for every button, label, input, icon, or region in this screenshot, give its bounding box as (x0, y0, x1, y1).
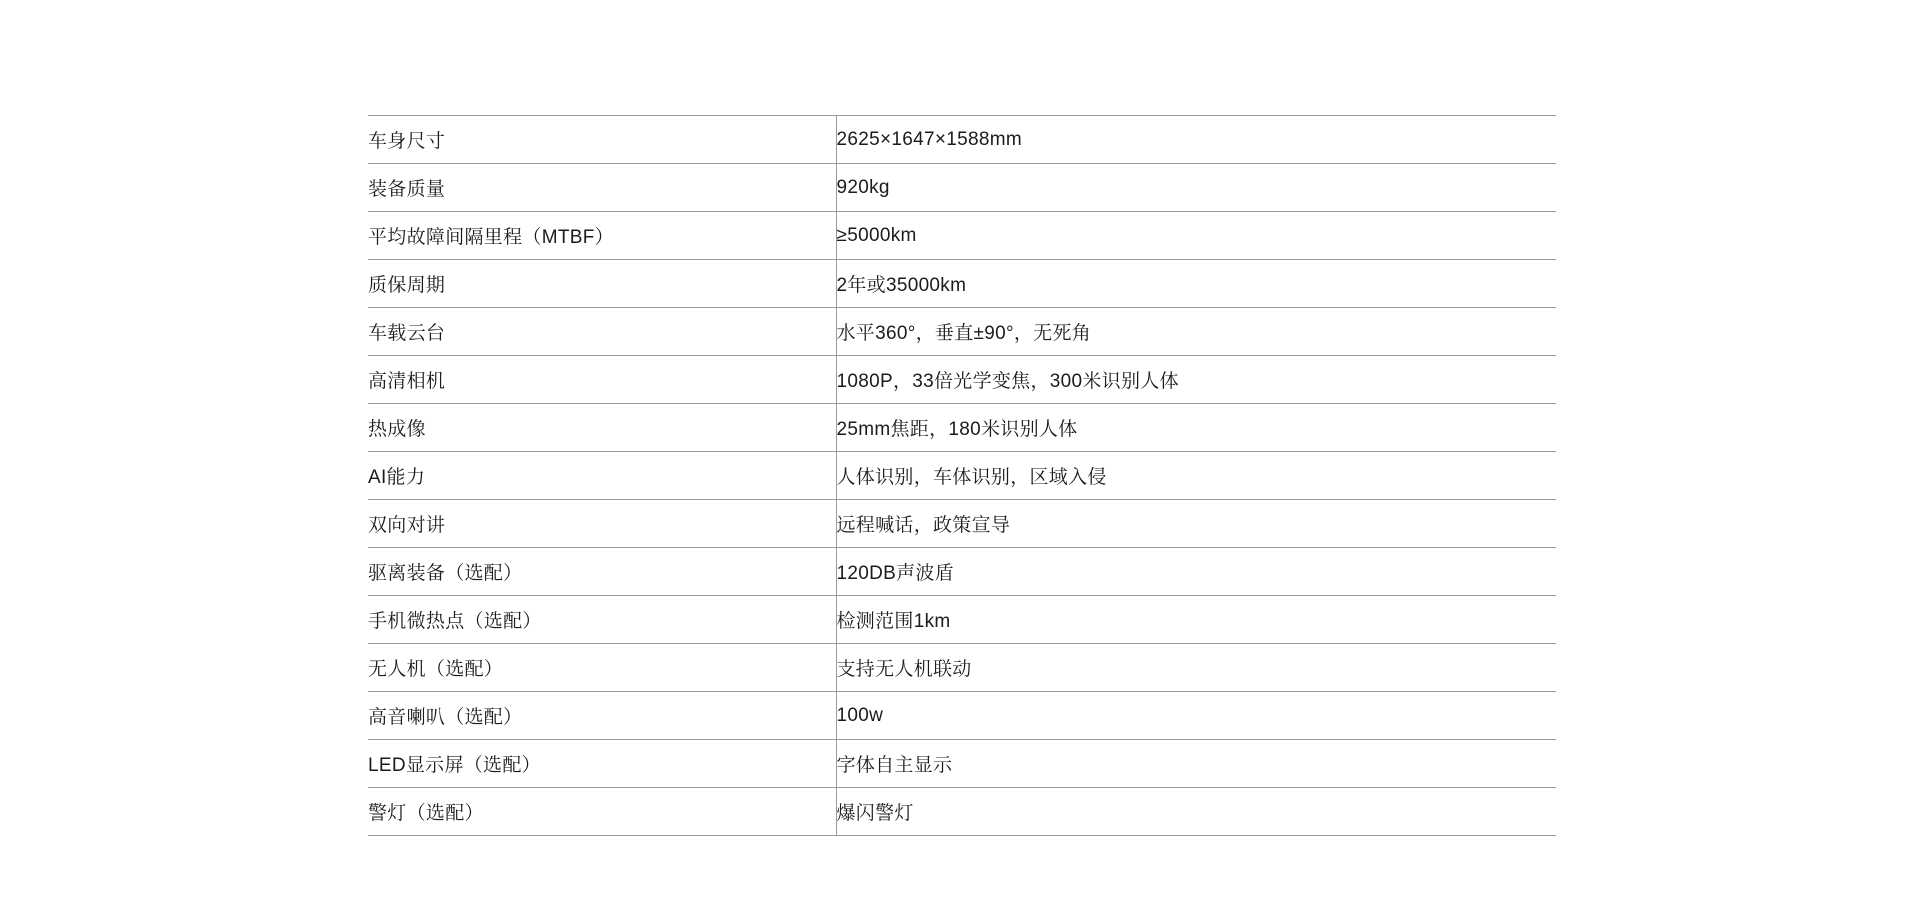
spec-label-cell: AI能力 (368, 452, 836, 500)
spec-value-cell: 爆闪警灯 (836, 788, 1556, 836)
spec-label-cell: 热成像 (368, 404, 836, 452)
table-row (368, 452, 1556, 500)
specification-table (368, 115, 1556, 836)
spec-value-cell: ≥5000km (836, 212, 1556, 260)
spec-label-cell: 装备质量 (368, 164, 836, 212)
spec-value-cell: 字体自主显示 (836, 740, 1556, 788)
table-row (368, 644, 1556, 692)
spec-value-cell: 920kg (836, 164, 1556, 212)
spec-value-cell: 人体识别，车体识别，区域入侵 (836, 452, 1556, 500)
spec-value-cell: 100w (836, 692, 1556, 740)
spec-label-cell: 双向对讲 (368, 500, 836, 548)
specification-table-body (368, 116, 1556, 836)
specification-sheet (368, 115, 1556, 836)
table-row (368, 260, 1556, 308)
table-row (368, 596, 1556, 644)
spec-label-cell: 手机微热点（选配） (368, 596, 836, 644)
table-row (368, 212, 1556, 260)
spec-label-cell: 驱离装备（选配） (368, 548, 836, 596)
table-row (368, 548, 1556, 596)
table-row (368, 404, 1556, 452)
spec-label-cell: 车身尺寸 (368, 116, 836, 164)
spec-label-cell: 无人机（选配） (368, 644, 836, 692)
table-row (368, 740, 1556, 788)
spec-value-cell: 支持无人机联动 (836, 644, 1556, 692)
table-row (368, 164, 1556, 212)
table-row (368, 116, 1556, 164)
spec-label-cell: 车载云台 (368, 308, 836, 356)
spec-value-cell: 25mm焦距，180米识别人体 (836, 404, 1556, 452)
spec-label-cell: 高清相机 (368, 356, 836, 404)
spec-label-cell: 平均故障间隔里程（MTBF） (368, 212, 836, 260)
spec-label-cell: LED显示屏（选配） (368, 740, 836, 788)
spec-value-cell: 2625×1647×1588mm (836, 116, 1556, 164)
spec-value-cell: 120DB声波盾 (836, 548, 1556, 596)
spec-label-cell: 质保周期 (368, 260, 836, 308)
table-row (368, 500, 1556, 548)
spec-value-cell: 水平360°，垂直±90°，无死角 (836, 308, 1556, 356)
table-row (368, 788, 1556, 836)
spec-label-cell: 高音喇叭（选配） (368, 692, 836, 740)
spec-value-cell: 1080P，33倍光学变焦，300米识别人体 (836, 356, 1556, 404)
spec-value-cell: 检测范围1km (836, 596, 1556, 644)
table-row (368, 356, 1556, 404)
table-row (368, 308, 1556, 356)
spec-value-cell: 2年或35000km (836, 260, 1556, 308)
spec-label-cell: 警灯（选配） (368, 788, 836, 836)
table-row (368, 692, 1556, 740)
spec-value-cell: 远程喊话，政策宣导 (836, 500, 1556, 548)
